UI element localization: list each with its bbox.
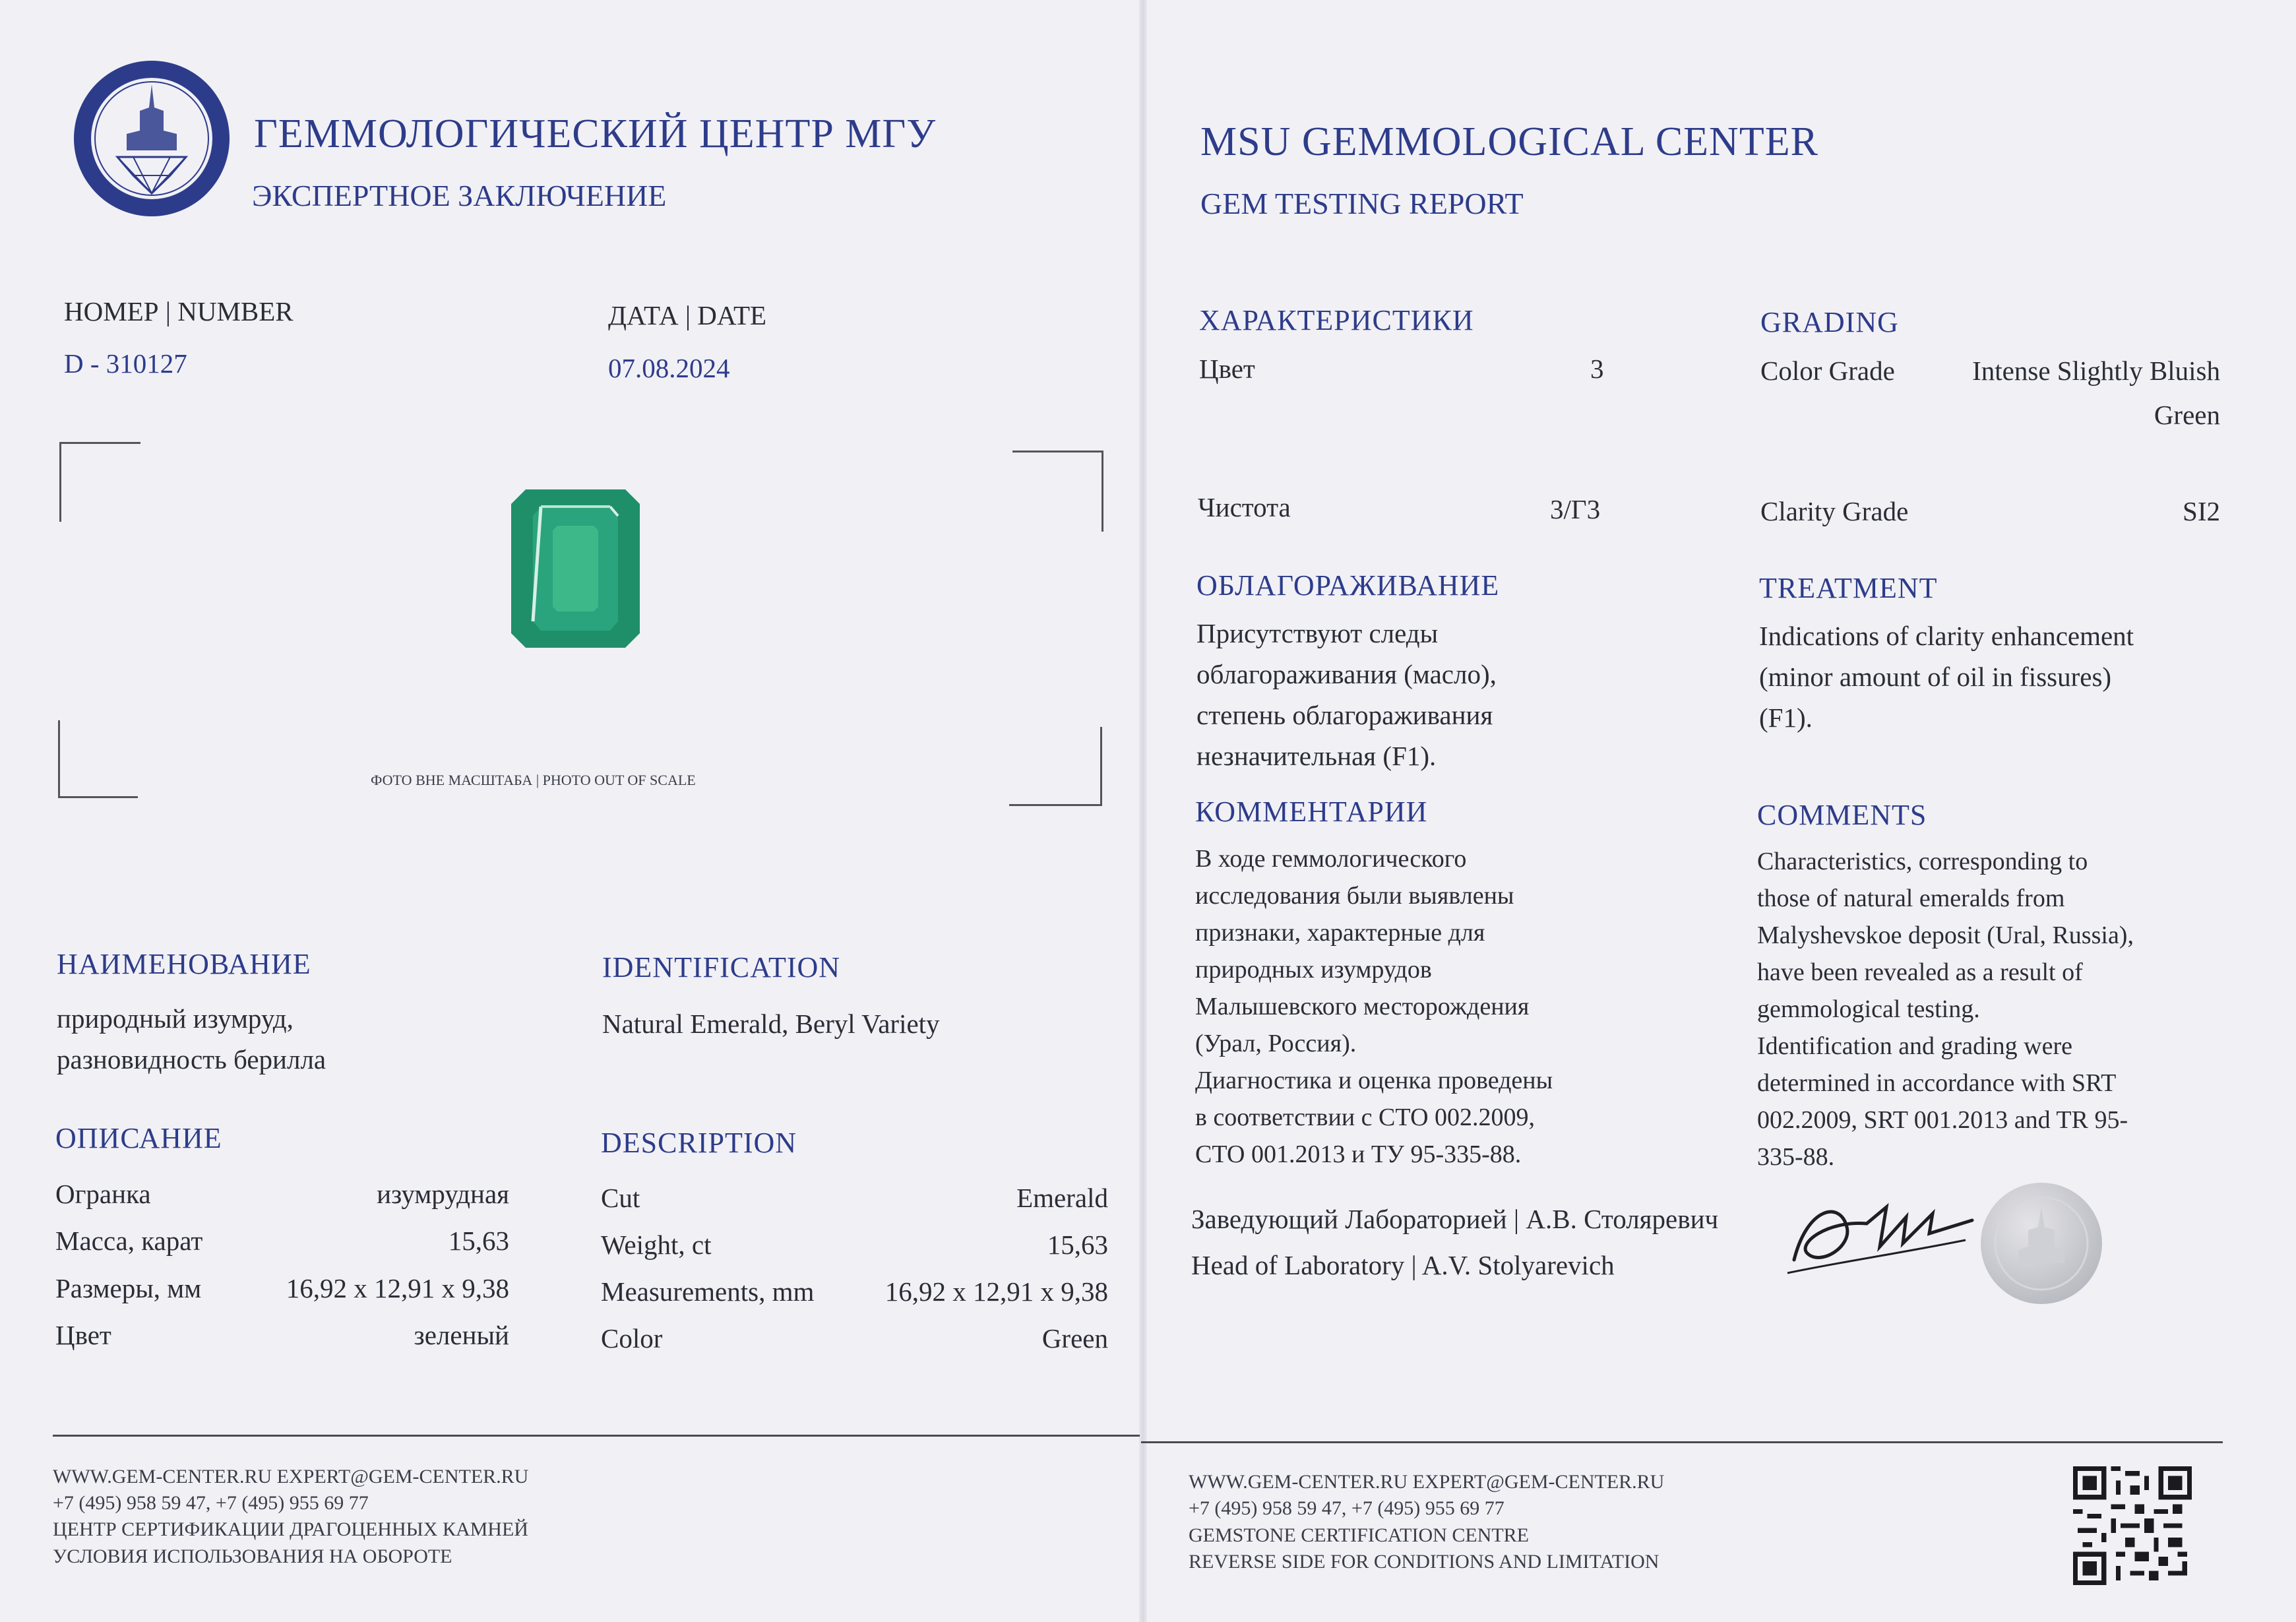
description-en-heading: DESCRIPTION [601,1127,797,1159]
embossed-seal [1979,1181,2104,1306]
comments-en-line-7: determined in accordance with SRT [1757,1069,2117,1097]
frame-corner-bl [58,720,138,798]
desc-en-value-size: 16,92 x 12,91 x 9,38 [884,1276,1108,1307]
characteristics-heading: ХАРАКТЕРИСТИКИ [1199,304,1474,336]
grading-heading: GRADING [1760,306,1899,338]
desc-en-value-weight: 15,63 [1047,1230,1108,1260]
signature [1781,1181,1979,1286]
color-en-value-2: Green [2154,400,2220,430]
desc-ru-label-size: Размеры, мм [55,1273,202,1303]
date-label: ДАТА | DATE [608,300,767,330]
frame-corner-tl [59,442,140,522]
right-subtitle: GEM TESTING REPORT [1200,187,1524,220]
treatment-ru-line-2: облагораживания (масло), [1196,659,1497,689]
right-footer-phone: +7 (495) 958 59 47, +7 (495) 955 69 77 [1189,1497,1505,1519]
clarity-ru-label: Чистота [1198,492,1291,522]
treatment-en-line-2: (minor amount of oil in fissures) [1759,662,2112,692]
comments-ru-line-4: природных изумрудов [1195,956,1432,983]
color-ru-label: Цвет [1199,354,1255,384]
clarity-en-value: SI2 [2183,496,2220,526]
comments-en-line-6: Identification and grading were [1757,1032,2072,1060]
desc-ru-label-weight: Масса, карат [55,1226,203,1256]
naming-heading: НАИМЕНОВАНИЕ [57,948,311,980]
right-footer-divider [1141,1441,2223,1443]
clarity-ru-value: 3/Г3 [1550,494,1601,524]
color-ru-value: 3 [1590,354,1604,384]
number-label: НОМЕР | NUMBER [64,296,294,327]
treatment-en-line-3: (F1). [1759,702,1813,733]
description-ru-heading: ОПИСАНИЕ [55,1122,222,1154]
left-subtitle: ЭКСПЕРТНОЕ ЗАКЛЮЧЕНИЕ [252,179,667,212]
left-footer-divider [53,1435,1140,1437]
comments-en-line-1: Characteristics, corresponding to [1757,848,2088,875]
left-title: ГЕММОЛОГИЧЕСКИЙ ЦЕНТР МГУ [254,111,937,156]
right-footer-web: WWW.GEM-CENTER.RU EXPERT@GEM-CENTER.RU [1189,1471,1665,1493]
left-footer-center: ЦЕНТР СЕРТИФИКАЦИИ ДРАГОЦЕННЫХ КАМНЕЙ [53,1518,528,1540]
page-fold [1139,0,1147,1622]
desc-en-label-cut: Cut [601,1183,640,1213]
comments-ru-line-7: Диагностика и оценка проведены [1195,1067,1553,1094]
photo-caption: ФОТО ВНЕ МАСШТАБА | PHOTO OUT OF SCALE [371,772,696,788]
desc-ru-label-cut: Огранка [55,1179,151,1209]
comments-ru-line-6: (Урал, Россия). [1195,1030,1357,1057]
identification-text: Natural Emerald, Beryl Variety [602,1009,940,1039]
desc-en-label-color: Color [601,1323,663,1354]
treatment-ru-line-4: незначительная (F1). [1196,741,1437,771]
comments-ru-heading: КОММЕНТАРИИ [1195,795,1428,828]
comments-ru-line-8: в соответствии с СТО 002.2009, [1195,1104,1536,1131]
comments-en-line-2: those of natural emeralds from [1757,885,2065,912]
comments-en-line-8: 002.2009, SRT 001.2013 and TR 95- [1757,1106,2128,1134]
desc-en-label-size: Measurements, mm [601,1276,815,1307]
desc-en-value-color: Green [1041,1323,1108,1354]
emerald-photo [511,489,640,648]
treatment-en-heading: TREATMENT [1759,572,1938,604]
right-footer-terms: REVERSE SIDE FOR CONDITIONS AND LIMITATION [1189,1551,1660,1573]
comments-ru-line-3: признаки, характерные для [1195,919,1485,947]
qr-code [2073,1466,2192,1585]
desc-en-value-cut: Emerald [1016,1183,1108,1213]
identification-heading: IDENTIFICATION [602,951,841,983]
frame-corner-br [1009,727,1102,806]
desc-ru-value-color: зеленый [414,1320,509,1350]
treatment-ru-line-3: степень облагораживания [1196,700,1493,730]
frame-corner-tr [1012,451,1103,532]
naming-text-1: природный изумруд, [57,1003,294,1034]
treatment-en-line-1: Indications of clarity enhancement [1759,621,2134,651]
comments-en-heading: COMMENTS [1757,799,1927,831]
clarity-en-label: Clarity Grade [1760,496,1909,526]
treatment-ru-line-1: Присутствуют следы [1196,618,1439,648]
color-en-value-1: Intense Slightly Bluish [1972,356,2220,386]
head-of-lab-en: Head of Laboratory | A.V. Stolyarevich [1191,1250,1615,1280]
left-footer-terms: УСЛОВИЯ ИСПОЛЬЗОВАНИЯ НА ОБОРОТЕ [53,1545,452,1567]
desc-ru-label-color: Цвет [55,1320,111,1350]
right-title: MSU GEMMOLOGICAL CENTER [1200,119,1818,164]
comments-ru-line-9: СТО 001.2013 и ТУ 95-335-88. [1195,1140,1522,1168]
comments-ru-line-1: В ходе геммологического [1195,845,1467,873]
comments-ru-line-5: Малышевского месторождения [1195,993,1530,1020]
comments-en-line-5: gemmological testing. [1757,995,1980,1023]
date-value: 07.08.2024 [608,353,730,383]
left-footer-phone: +7 (495) 958 59 47, +7 (495) 955 69 77 [53,1492,369,1514]
treatment-ru-heading: ОБЛАГОРАЖИВАНИЕ [1196,569,1500,602]
color-en-label: Color Grade [1760,356,1895,386]
comments-en-line-4: have been revealed as a result of [1757,958,2083,986]
comments-ru-line-2: исследования были выявлены [1195,882,1514,910]
desc-ru-value-weight: 15,63 [448,1226,509,1256]
desc-en-label-weight: Weight, ct [601,1230,712,1260]
head-of-lab-ru: Заведующий Лабораторией | А.В. Столяревич [1191,1204,1719,1234]
msu-logo-seal [71,58,232,219]
left-footer-web: WWW.GEM-CENTER.RU EXPERT@GEM-CENTER.RU [53,1466,529,1487]
comments-en-line-3: Malyshevskoe deposit (Ural, Russia), [1757,921,2134,949]
comments-en-line-9: 335-88. [1757,1143,1835,1171]
desc-ru-value-size: 16,92 x 12,91 x 9,38 [286,1273,509,1303]
right-footer-centre: GEMSTONE CERTIFICATION CENTRE [1189,1524,1529,1546]
desc-ru-value-cut: изумрудная [377,1179,509,1209]
naming-text-2: разновидность берилла [57,1044,326,1075]
number-value: D - 310127 [64,348,187,379]
